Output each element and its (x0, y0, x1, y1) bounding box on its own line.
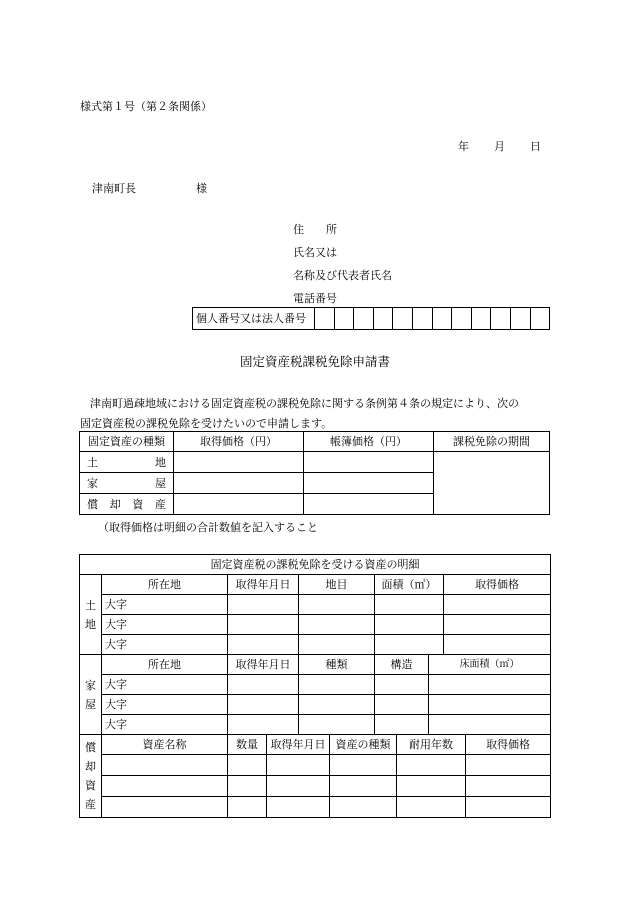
house-row-structure[interactable] (375, 715, 429, 735)
house-row-structure[interactable] (375, 675, 429, 695)
land-row-category[interactable] (299, 615, 375, 635)
land-header-location: 所在地 (102, 575, 228, 595)
depreciable-section-label: 償 却 資 産 (80, 735, 102, 818)
id-digit-box[interactable] (471, 308, 491, 330)
dep-row-name[interactable] (102, 755, 228, 776)
form-number: 様式第１号（第２条関係） (80, 100, 212, 113)
land-row-date[interactable] (228, 635, 299, 655)
row-label-depreciable: 償却資産 (80, 494, 174, 515)
exemption-period-cell[interactable] (434, 452, 550, 515)
id-digit-box[interactable] (452, 308, 472, 330)
land-row-price[interactable] (444, 635, 551, 655)
dep-row-useful-life[interactable] (397, 797, 466, 818)
dep-header-name: 資産名称 (102, 735, 228, 755)
house-row-floor-area[interactable] (429, 695, 551, 715)
land-row-date[interactable] (228, 595, 299, 615)
name-label: 氏名又は (293, 246, 337, 259)
id-number-label: 個人番号又は法人番号 (193, 308, 315, 330)
id-digit-box[interactable] (432, 308, 452, 330)
land-acquisition-cell[interactable] (174, 452, 304, 473)
dep-row-date[interactable] (267, 797, 330, 818)
dep-row-quantity[interactable] (228, 755, 267, 776)
corp-name-label: 名称及び代表者氏名 (293, 269, 392, 282)
land-section-label: 土 地 (80, 575, 102, 655)
id-digit-box[interactable] (315, 308, 335, 330)
summary-table (79, 431, 550, 515)
dep-row-type[interactable] (330, 797, 397, 818)
dep-row-name[interactable] (102, 776, 228, 797)
depreciable-acquisition-cell[interactable] (174, 494, 304, 515)
land-header-category: 地目 (299, 575, 375, 595)
header-acquisition-price: 取得価格（円） (174, 432, 304, 452)
land-row-area[interactable] (375, 615, 444, 635)
date-month-label: 月 (494, 140, 505, 153)
id-digit-box[interactable] (334, 308, 354, 330)
house-acquisition-cell[interactable] (174, 473, 304, 494)
land-header-date: 取得年月日 (228, 575, 299, 595)
land-row-category[interactable] (299, 635, 375, 655)
id-digit-box[interactable] (510, 308, 530, 330)
dep-row-type[interactable] (330, 755, 397, 776)
house-section-label: 家 屋 (80, 655, 102, 735)
dep-row-date[interactable] (267, 755, 330, 776)
dep-row-quantity[interactable] (228, 797, 267, 818)
house-book-cell[interactable] (304, 473, 434, 494)
row-label-house: 家屋 (80, 473, 174, 494)
house-row-date[interactable] (228, 675, 299, 695)
dep-row-date[interactable] (267, 776, 330, 797)
house-row-type[interactable] (299, 675, 375, 695)
date-day-label: 日 (530, 140, 541, 153)
address-label: 住 所 (293, 223, 337, 236)
house-row-floor-area[interactable] (429, 715, 551, 735)
dep-row-price[interactable] (466, 797, 551, 818)
land-row-location[interactable]: 大字 (102, 595, 228, 615)
dep-header-type: 資産の種類 (330, 735, 397, 755)
honorific: 様 (196, 182, 207, 195)
house-header-date: 取得年月日 (228, 655, 299, 675)
id-digit-box[interactable] (373, 308, 393, 330)
land-row-date[interactable] (228, 615, 299, 635)
header-book-value: 帳簿価格（円） (304, 432, 434, 452)
house-row-type[interactable] (299, 715, 375, 735)
land-row-category[interactable] (299, 595, 375, 615)
land-row-location[interactable]: 大字 (102, 615, 228, 635)
house-row-type[interactable] (299, 695, 375, 715)
header-exemption-period: 課税免除の期間 (434, 432, 550, 452)
land-row-location[interactable]: 大字 (102, 635, 228, 655)
phone-label: 電話番号 (293, 292, 337, 305)
dep-header-price: 取得価格 (466, 735, 551, 755)
dep-row-useful-life[interactable] (397, 776, 466, 797)
house-header-location: 所在地 (102, 655, 228, 675)
land-row-area[interactable] (375, 595, 444, 615)
dep-header-quantity: 数量 (228, 735, 267, 755)
id-digit-box[interactable] (491, 308, 511, 330)
dep-header-date: 取得年月日 (267, 735, 330, 755)
land-row-area[interactable] (375, 635, 444, 655)
house-row-date[interactable] (228, 715, 299, 735)
house-row-floor-area[interactable] (429, 675, 551, 695)
house-row-location[interactable]: 大字 (102, 695, 228, 715)
body-text-line1: 津南町過疎地域における固定資産税の課税免除に関する条例第４条の規定により、次の (90, 397, 519, 410)
land-row-price[interactable] (444, 595, 551, 615)
header-asset-type: 固定資産の種類 (80, 432, 174, 452)
body-text-line2: 固定資産税の課税免除を受けたいので申請します。 (80, 417, 333, 430)
document-title: 固定資産税課税免除申請書 (239, 354, 390, 369)
house-header-structure: 構造 (375, 655, 429, 675)
id-number-table (192, 307, 550, 330)
id-digit-box[interactable] (393, 308, 413, 330)
house-row-date[interactable] (228, 695, 299, 715)
house-header-type: 種類 (299, 655, 375, 675)
land-book-cell[interactable] (304, 452, 434, 473)
id-digit-box[interactable] (530, 308, 550, 330)
detail-table (79, 554, 551, 818)
id-digit-box[interactable] (412, 308, 432, 330)
addressee: 津南町長 (92, 182, 136, 195)
house-header-floor-area: 床面積（㎡） (429, 655, 551, 675)
row-label-land: 土地 (80, 452, 174, 473)
dep-row-quantity[interactable] (228, 776, 267, 797)
land-header-area: 面積（㎡） (375, 575, 444, 595)
dep-row-type[interactable] (330, 776, 397, 797)
note: （取得価格は明細の合計数値を記入すること (98, 521, 318, 534)
date-year-label: 年 (458, 140, 469, 153)
dep-row-price[interactable] (466, 755, 551, 776)
land-header-price: 取得価格 (444, 575, 551, 595)
id-digit-box[interactable] (354, 308, 374, 330)
dep-header-useful-life: 耐用年数 (397, 735, 466, 755)
dep-row-price[interactable] (466, 776, 551, 797)
house-row-location[interactable]: 大字 (102, 715, 228, 735)
detail-title: 固定資産税の課税免除を受ける資産の明細 (80, 555, 551, 575)
dep-row-useful-life[interactable] (397, 755, 466, 776)
house-row-location[interactable]: 大字 (102, 675, 228, 695)
dep-row-name[interactable] (102, 797, 228, 818)
land-row-price[interactable] (444, 615, 551, 635)
depreciable-book-cell[interactable] (304, 494, 434, 515)
house-row-structure[interactable] (375, 695, 429, 715)
